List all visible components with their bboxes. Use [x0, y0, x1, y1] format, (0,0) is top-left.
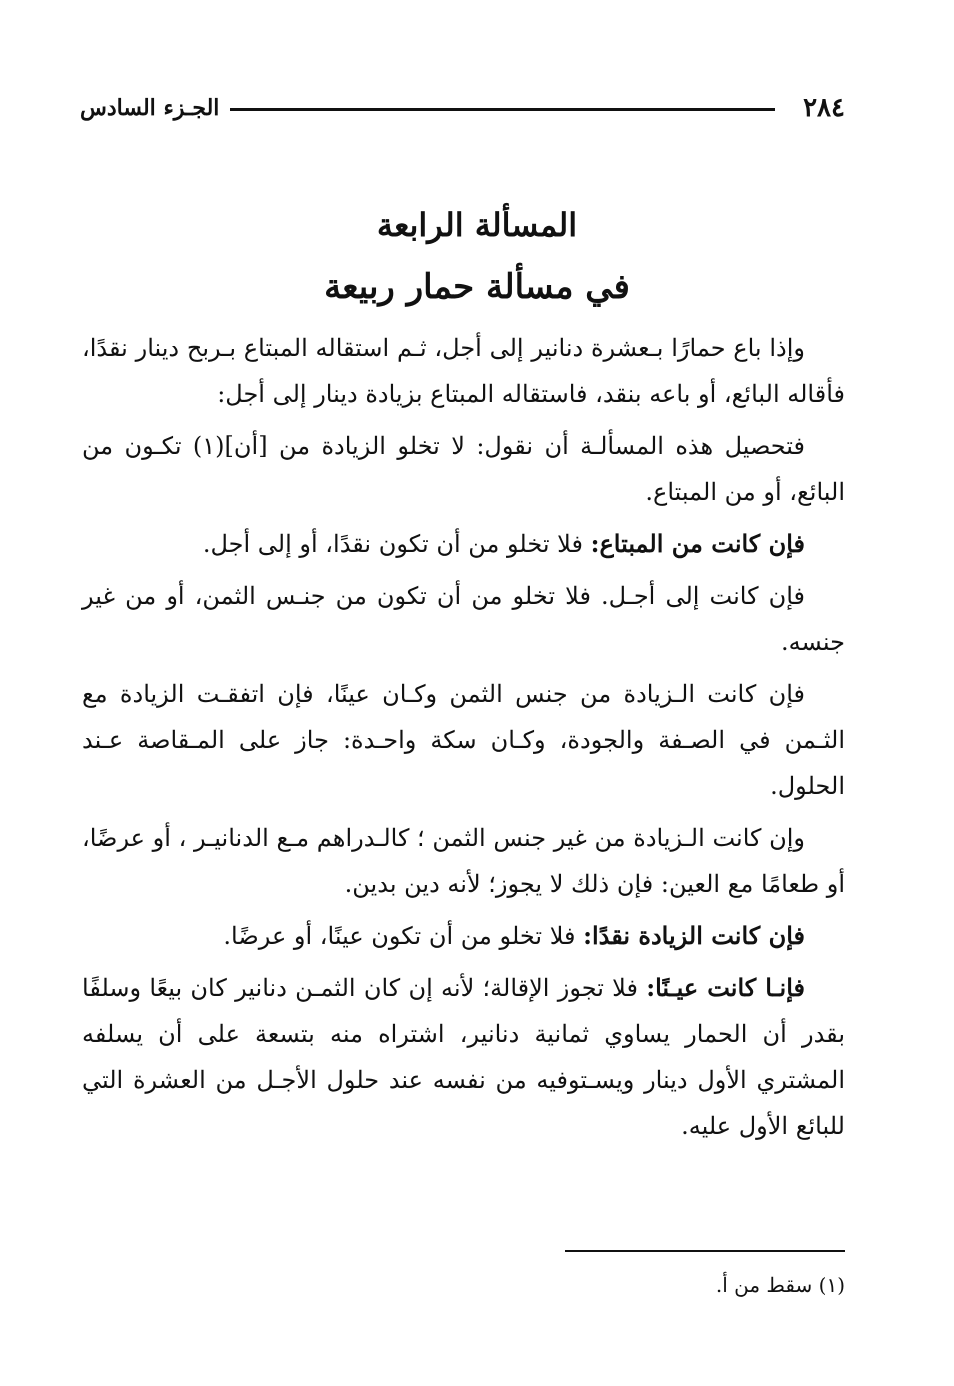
- page-number: ٢٨٤: [803, 93, 845, 123]
- section-subtitle: في مسألة حمار ربيعة: [324, 267, 630, 307]
- paragraph-text: وإن كانت الـزيادة من غير جنس الثمن ؛ كالـدراهم مـع الدنانيـر ، أو عرضًا، أو طعامًا مع العين: فإن ذلك لا يجوز؛ لأنه دين بدين.: [82, 824, 845, 898]
- paragraph-text: فلا تخلو من أن تكون نقدًا، أو إلى أجل.: [202, 530, 591, 558]
- paragraph: [82, 423, 845, 515]
- paragraph: [82, 965, 845, 1149]
- paragraph-lead: فإنـا كانت عيـنًا:: [646, 973, 805, 1002]
- paragraph: [82, 815, 845, 907]
- paragraph-text: فإن كانت الـزيادة من جنس الثمن وكـان عينًا، فإن اتفقـت الزيادة مع الثـمن في الصـفة والجودة، وكـان سكة واحـدة: جاز على المـقاصة عـند الحلول.: [82, 680, 845, 800]
- running-title: الجـزء السادس: [80, 95, 220, 121]
- paragraph-text: فتحصيل هذه المسألـة أن نقول: لا تخلو الزيادة من [أن](١) تكـون من البائع، أو من المبتاع.: [82, 432, 845, 506]
- paragraph-text: فإن كانت إلى أجـل. فلا تخلو من أن تكون من جنـس الثمن، أو من غير جنسه.: [82, 582, 845, 656]
- footnote: (١) سقط من أ.: [715, 1273, 845, 1297]
- paragraph-text: وإذا باع حمارًا بـعشرة دنانير إلى أجل، ثـم استقاله المبتاع بـربح دينار نقدًا، فأقاله البائع، أو باعه بنقد، فاستقاله المبتاع بزيادة دينار إلى أجل:: [82, 334, 845, 408]
- paragraph-text: فلا تجوز الإقالة؛ لأنه إن كان الثمـن دنانير كان بيعًا وسلفًا بقدر أن الحمار يساوي ثمانية دنانير، اشتراه منه بتسعة على أن يسلفه المشتري الأول دينار ويسـتوفيه من نفسه عند حلول الأجـل من العشرة التي للبائع الأول عليه.: [82, 974, 845, 1140]
- paragraph: [82, 325, 845, 417]
- paragraph-text: فلا تخلو من أن تكون عينًا، أو عرضًا.: [223, 922, 584, 950]
- paragraph: [82, 521, 845, 567]
- paragraph-lead: فإن كانت من المبتاع:: [590, 529, 805, 558]
- footnote-rule: [565, 1250, 845, 1252]
- paragraph: [82, 671, 845, 809]
- paragraph: [82, 913, 845, 959]
- paragraph-lead: فإن كانت الزيادة نقدًا:: [583, 921, 805, 950]
- header-rule: [230, 108, 775, 111]
- paragraph: [82, 573, 845, 665]
- section-title: المسألة الرابعة: [376, 206, 578, 244]
- body-text: [82, 325, 845, 1155]
- running-header: [80, 88, 845, 128]
